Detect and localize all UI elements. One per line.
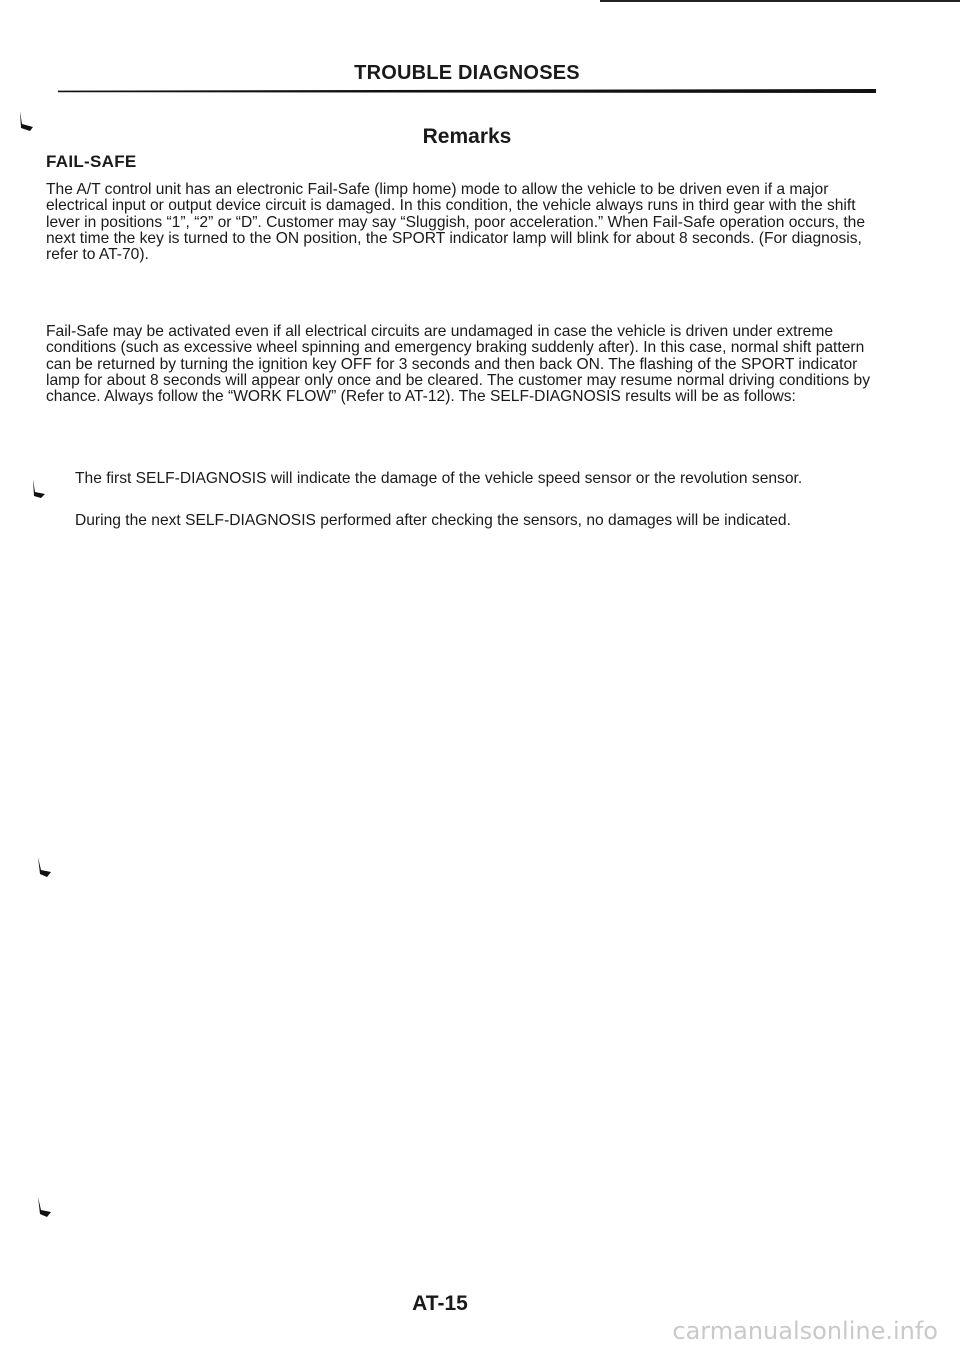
header-rule (58, 89, 876, 93)
paragraph-fail-safe-activation: Fail-Safe may be activated even if all electrical circuits are undamaged in case the vehicle is driven under extreme conditions (such as excessive wheel spinning and emergency braking suddenly after). In this case, normal shift pattern can be returned by turning the ignition key OFF for 3 seconds and then back ON. The flashing of the SPORT indicator lamp for about 8 seconds will appear only once and be cleared. The customer may resume normal driving conditions by chance. Always follow the “WORK FLOW” (Refer to AT-12). The SELF-DIAGNOSIS results will be as follows: (46, 323, 871, 406)
subsection-title: FAIL-SAFE (46, 152, 137, 171)
paragraph-fail-safe-mode: The A/T control unit has an electronic Fail-Safe (limp home) mode to allow the vehicle to be driven even if a major electrical input or output device circuit is damaged. In this condition, the vehicle always runs in third gear with the shift lever in positions “1”, “2” or “D”. Customer may say “Sluggish, poor acceleration.” When Fail-Safe operation occurs, the next time the key is turned to the ON position, the SPORT indicator lamp will blink for about 8 seconds. (For diagnosis, refer to AT-70). (46, 181, 865, 264)
section-title: Remarks (422, 125, 512, 148)
margin-mark-icon (36, 856, 52, 878)
margin-mark-icon (36, 1196, 52, 1218)
page-number: AT-15 (412, 1292, 468, 1315)
watermark: carmanualsonline.info (672, 1317, 938, 1345)
margin-mark-icon (30, 478, 46, 500)
paragraph-first-self-diagnosis: The first SELF-DIAGNOSIS will indicate the damage of the vehicle speed sensor or the revolution sensor. (75, 470, 803, 487)
top-edge-rule (600, 0, 960, 2)
page-header: TROUBLE DIAGNOSES (354, 62, 580, 84)
paragraph-next-self-diagnosis: During the next SELF-DIAGNOSIS performed after checking the sensors, no damages will be indicated. (75, 512, 791, 529)
margin-mark-icon (18, 110, 34, 132)
